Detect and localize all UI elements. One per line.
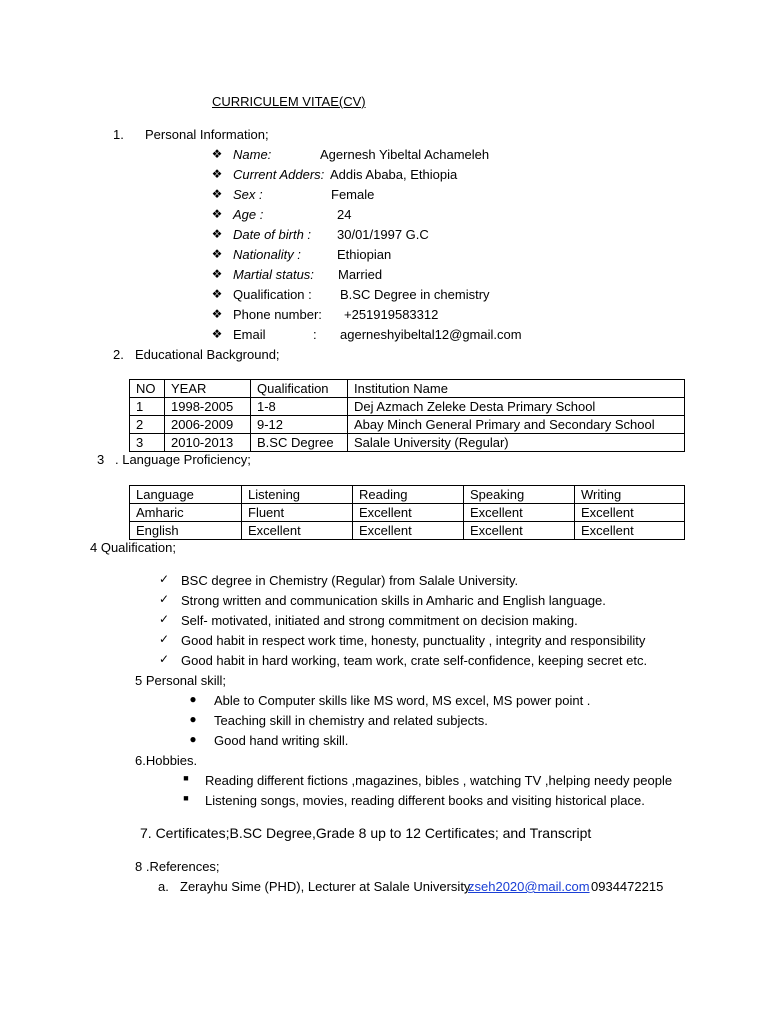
column-header: Qualification	[251, 380, 348, 398]
table-cell: Abay Minch General Primary and Secondary School	[348, 416, 685, 434]
checkmark-icon: ✓	[158, 592, 170, 606]
field-label: Age :	[233, 207, 264, 222]
table-cell: 1-8	[251, 398, 348, 416]
list-item-text: Strong written and communication skills in Amharic and English language.	[181, 593, 606, 608]
field-value: B.SC Degree in chemistry	[340, 287, 490, 302]
table-cell: Salale University (Regular)	[348, 434, 685, 452]
section-number: 3	[97, 452, 105, 467]
table-cell: Excellent	[575, 504, 685, 522]
field-value: Female	[331, 187, 375, 202]
diamond-bullet-icon: ❖	[211, 307, 223, 321]
section-number: 2.	[113, 347, 124, 362]
section-heading-personal: Personal Information;	[145, 127, 269, 142]
round-bullet-icon: ●	[189, 732, 197, 746]
column-header: NO	[130, 380, 165, 398]
table-cell: Fluent	[242, 504, 353, 522]
field-label: Qualification :	[233, 287, 312, 302]
checkmark-icon: ✓	[158, 632, 170, 646]
list-item-text: Listening songs, movies, reading different books and visiting historical place.	[205, 793, 645, 808]
section-number: 1.	[113, 127, 124, 142]
field-label: Sex :	[233, 187, 263, 202]
column-header: Listening	[242, 486, 353, 504]
table-cell: B.SC Degree	[251, 434, 348, 452]
column-header: YEAR	[165, 380, 251, 398]
column-header: Writing	[575, 486, 685, 504]
table-row	[130, 398, 685, 416]
field-label: Email	[233, 327, 266, 342]
field-value: Ethiopian	[337, 247, 392, 262]
checkmark-icon: ✓	[158, 612, 170, 626]
column-header: Institution Name	[348, 380, 685, 398]
table-cell: 2010-2013	[165, 434, 251, 452]
section-heading-education: Educational Background;	[135, 347, 280, 362]
diamond-bullet-icon: ❖	[211, 327, 223, 341]
table-cell: Amharic	[130, 504, 242, 522]
table-cell: Excellent	[575, 522, 685, 540]
list-item-text: Able to Computer skills like MS word, MS excel, MS power point .	[214, 693, 591, 708]
diamond-bullet-icon: ❖	[211, 167, 223, 181]
round-bullet-icon: ●	[189, 712, 197, 726]
education-table	[129, 379, 685, 452]
field-value: Addis Ababa, Ethiopia	[330, 167, 458, 182]
table-cell: Excellent	[353, 522, 464, 540]
section-heading-qualification: 4 Qualification;	[90, 540, 176, 555]
table-cell: 9-12	[251, 416, 348, 434]
field-colon: :	[313, 327, 317, 342]
field-value: 30/01/1997 G.C	[337, 227, 429, 242]
list-item-text: Good habit in respect work time, honesty, punctuality , integrity and responsibility	[181, 633, 646, 648]
diamond-bullet-icon: ❖	[211, 187, 223, 201]
list-item-text: Good hand writing skill.	[214, 733, 349, 748]
reference-text: Zerayhu Sime (PHD), Lecturer at Salale University	[180, 879, 471, 894]
diamond-bullet-icon: ❖	[211, 207, 223, 221]
square-bullet-icon: ■	[183, 773, 189, 783]
table-row	[130, 434, 685, 452]
diamond-bullet-icon: ❖	[211, 247, 223, 261]
table-row	[130, 522, 685, 540]
diamond-bullet-icon: ❖	[211, 267, 223, 281]
table-cell: Excellent	[464, 522, 575, 540]
list-marker: a.	[158, 879, 169, 894]
field-value: +251919583312	[344, 307, 439, 322]
table-row	[130, 504, 685, 522]
table-header-row	[130, 380, 685, 398]
table-cell: 2	[130, 416, 165, 434]
section-heading-hobbies: 6.Hobbies.	[135, 753, 198, 768]
section-heading-language: . Language Proficiency;	[115, 452, 251, 467]
field-value: Agernesh Yibeltal Achameleh	[320, 147, 490, 162]
round-bullet-icon: ●	[189, 692, 197, 706]
table-row	[130, 416, 685, 434]
list-item-text: Self- motivated, initiated and strong commitment on decision making.	[181, 613, 578, 628]
diamond-bullet-icon: ❖	[211, 147, 223, 161]
table-cell: 1998-2005	[165, 398, 251, 416]
certificates-line: 7. Certificates;B.SC Degree,Grade 8 up to 12 Certificates; and Transcript	[140, 825, 592, 841]
checkmark-icon: ✓	[158, 572, 170, 586]
table-cell: Excellent	[353, 504, 464, 522]
diamond-bullet-icon: ❖	[211, 227, 223, 241]
field-value: Married	[338, 267, 383, 282]
table-cell: Excellent	[242, 522, 353, 540]
reference-phone: 0934472215	[591, 879, 664, 894]
table-cell: 2006-2009	[165, 416, 251, 434]
table-cell: 1	[130, 398, 165, 416]
list-item-text: Reading different fictions ,magazines, bibles , watching TV ,helping needy people	[205, 773, 673, 788]
table-cell: English	[130, 522, 242, 540]
diamond-bullet-icon: ❖	[211, 287, 223, 301]
field-label: Date of birth :	[233, 227, 312, 242]
column-header: Reading	[353, 486, 464, 504]
section-heading-references: 8 .References;	[135, 859, 220, 874]
field-value: 24	[337, 207, 352, 222]
list-item-text: Good habit in hard working, team work, crate self-confidence, keeping secret etc.	[181, 653, 648, 668]
field-label: Current Adders:	[233, 167, 325, 182]
column-header: Speaking	[464, 486, 575, 504]
checkmark-icon: ✓	[158, 652, 170, 666]
field-label: Martial status:	[233, 267, 314, 282]
field-label: Phone number:	[233, 307, 322, 322]
square-bullet-icon: ■	[183, 793, 189, 803]
list-item-text: Teaching skill in chemistry and related subjects.	[214, 713, 488, 728]
list-item-text: BSC degree in Chemistry (Regular) from Salale University.	[181, 573, 519, 588]
language-table	[129, 485, 685, 540]
field-value: agerneshyibeltal12@gmail.com	[340, 327, 522, 342]
table-cell: Dej Azmach Zeleke Desta Primary School	[348, 398, 685, 416]
column-header: Language	[130, 486, 242, 504]
field-label: Name:	[233, 147, 272, 162]
section-heading-personal-skill: 5 Personal skill;	[135, 673, 227, 688]
table-header-row	[130, 486, 685, 504]
page-title: CURRICULEM VITAE(CV)	[212, 94, 366, 109]
field-label: Nationality :	[233, 247, 301, 262]
table-cell: 3	[130, 434, 165, 452]
reference-email-link[interactable]: zseh2020@mail.com	[468, 879, 590, 894]
table-cell: Excellent	[464, 504, 575, 522]
